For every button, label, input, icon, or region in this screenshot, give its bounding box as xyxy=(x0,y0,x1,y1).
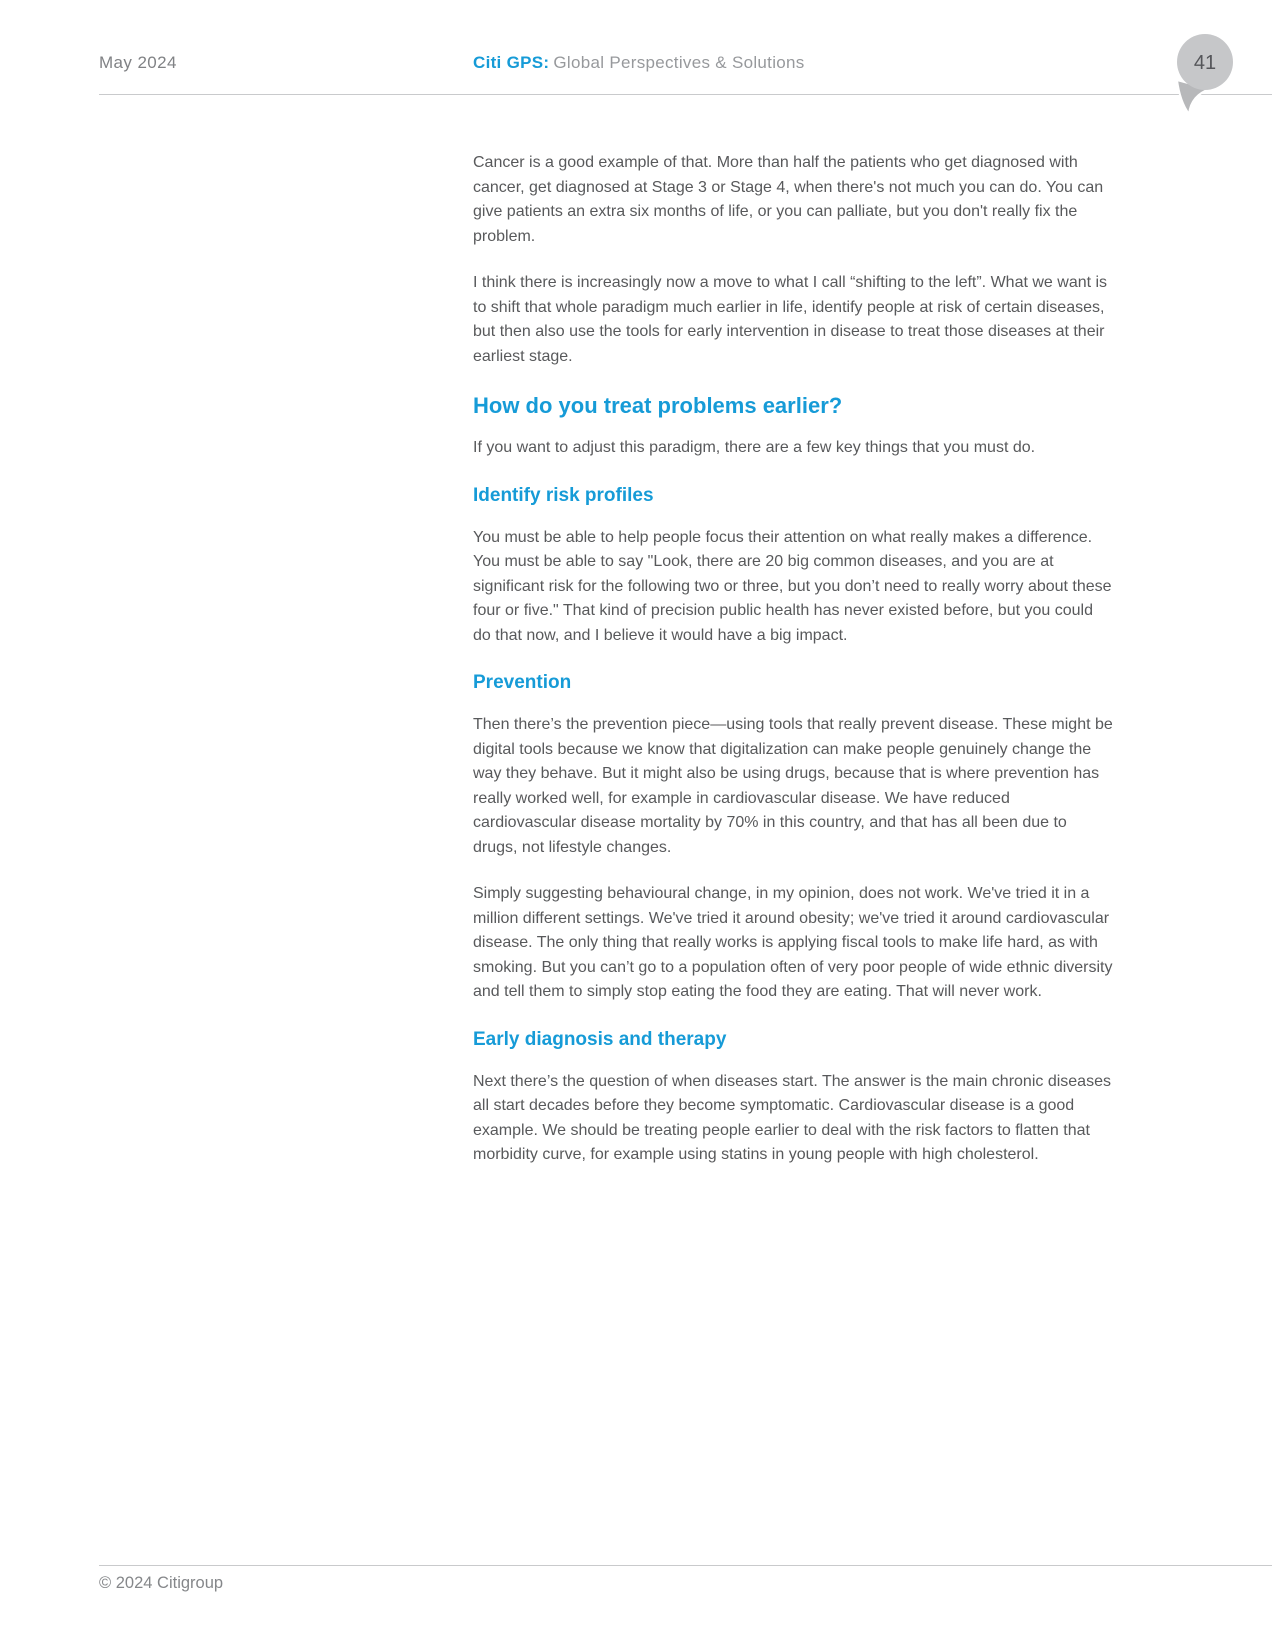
paragraph: Simply suggesting behavioural change, in my opinion, does not work. We've tried it in a million different settings. We've tried it around obesity; we've tried it around cardiovascular disease. The only thing that really works is applying fiscal tools to make life hard, as with smoking. But you can’t go to a population often of very poor people of wide ethnic diversity and tell them to simply stop eating the food they are eating. That will never work. xyxy=(473,885,1113,1000)
section-heading: Early diagnosis and therapy xyxy=(473,1028,727,1050)
paragraph: Then there’s the prevention piece—using tools that really prevent disease. These might be digital tools because we know that digitalization can make people genuinely change the way they behave. But it might also be using drugs, because that is where prevention has really worked well, for example in cardiovascular disease. We have reduced cardiovascular disease mortality by 70% in this country, and that has all been due to drugs, not lifestyle changes. xyxy=(473,716,1113,856)
header-title xyxy=(473,53,805,73)
paragraph: Cancer is a good example of that. More than half the patients who get diagnosed with cancer, get diagnosed at Stage 3 or Stage 4, when there's not much you can do. You can give patients an extra six months of life, or you can palliate, but you don't really fix the problem. xyxy=(473,154,1104,245)
footer-copyright: © 2024 Citigroup xyxy=(99,1574,224,1592)
section-heading: Identify risk profiles xyxy=(473,484,654,506)
section-heading: Prevention xyxy=(473,672,572,693)
header-date: May 2024 xyxy=(99,53,177,72)
footer-rule xyxy=(99,1565,1272,1566)
paragraph: You must be able to help people focus their attention on what really makes a difference. You must be able to say "Look, there are 20 big common diseases, and you are at significant risk for the following two or three, but you don’t need to really worry about these four or five." That kind of precision public health has never existed before, but you could do that now, and I believe it would have a big impact. xyxy=(473,528,1112,644)
brand-name: Citi GPS: xyxy=(473,53,550,72)
header-rule xyxy=(99,94,1272,95)
paragraph: Next there’s the question of when diseases start. The answer is the main chronic diseases all start decades before they become symptomatic. Cardiovascular disease is a good example. We should be treating people earlier to deal with the risk factors to flatten that morbidity curve, for example using statins in young people with high cholesterol. xyxy=(473,1072,1111,1163)
article xyxy=(473,151,1115,1190)
brand-suffix: Global Perspectives & Solutions xyxy=(553,53,805,72)
section-heading: How do you treat problems earlier? xyxy=(473,393,843,418)
page-number-badge xyxy=(1168,30,1240,116)
page-number: 41 xyxy=(1193,52,1217,74)
paragraph: If you want to adjust this paradigm, there are a few key things that you must do. xyxy=(473,439,1036,456)
paragraph: I think there is increasingly now a move to what I call “shifting to the left”. What we want is to shift that whole paradigm much earlier in life, identify people at risk of certain diseases, but then also use the tools for early intervention in disease to treat those diseases at their earliest stage. xyxy=(473,274,1108,365)
